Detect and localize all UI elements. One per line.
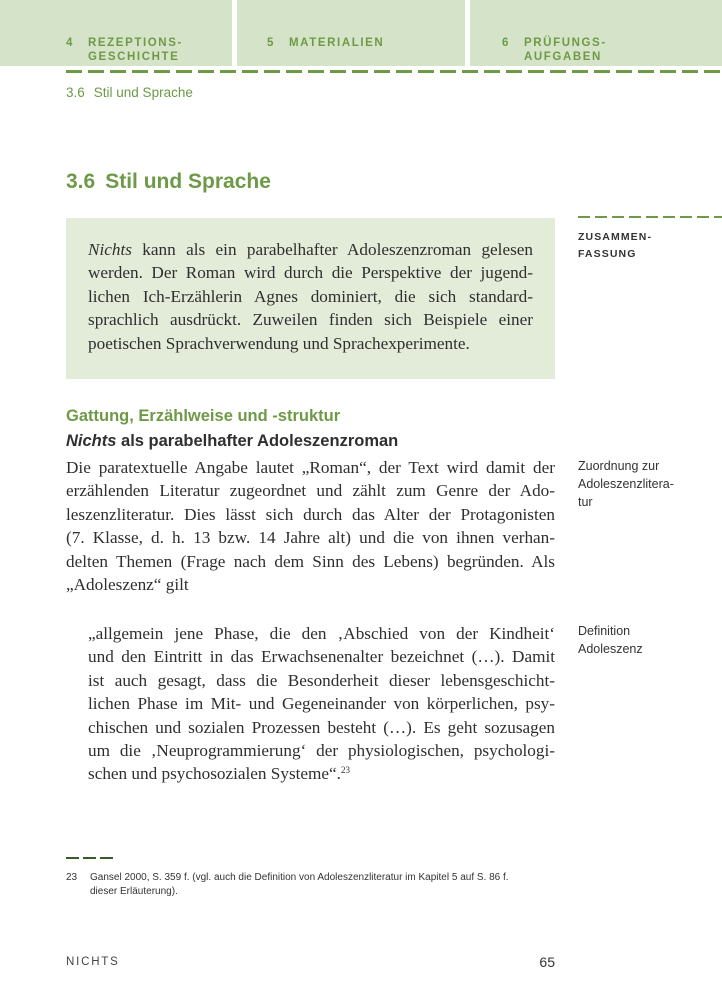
quote-line: „allgemein jene Phase, die den ‚Abschied von der Kindheit‘ [88, 624, 555, 643]
quote-line: und den Eintritt in das Erwachsenenalter bezeichnet (…). Damit [88, 647, 555, 667]
tab-label-line: GESCHICHTE [88, 51, 180, 63]
quote-line: chischen und sozialen Prozessen besteht (…). Es geht sozusagen [88, 717, 555, 737]
footnote-reference[interactable]: 23 [340, 765, 350, 776]
quote-line: ist auch gesagt, dass die Besonderheit dieser lebensgeschicht- [88, 670, 555, 690]
tab-label-line: REZEPTIONS- [88, 37, 183, 49]
summary-box [66, 218, 555, 379]
nav-tab-rezeptionsgeschichte[interactable] [0, 0, 232, 66]
nav-tab-materialien[interactable] [237, 0, 465, 66]
tab-label-line: PRÜFUNGS- [524, 37, 607, 49]
summary-line: sprachlich ausdrückt. Zuweilen finden sich Beispiele einer [88, 310, 533, 330]
tab-label-line: MATERIALIEN [289, 37, 385, 49]
body-paragraph [66, 456, 555, 596]
tab-number: 5 [267, 37, 275, 49]
footnote [66, 871, 546, 899]
tab-number: 6 [502, 37, 510, 49]
footer-book-title: NICHTS [66, 956, 120, 968]
body-line: Die paratextuelle Angabe lautet „Roman“, der Text wird damit der [66, 458, 555, 477]
footnote-number: 23 [66, 872, 78, 883]
footnote-divider [66, 857, 114, 859]
section-title-text: Stil und Sprache [105, 170, 271, 193]
body-line: (7. Klasse, d. h. 13 bzw. 14 Jahre alt) und die von ihnen verhan- [66, 528, 555, 548]
summary-line: werden. Der Roman wird durch die Perspektive der jugend- [88, 263, 533, 283]
header-dashed-divider [66, 70, 722, 73]
summary-line: lichen Ich-Erzählerin Agnes dominiert, die sich standard- [88, 286, 533, 306]
section-number: 3.6 [66, 170, 96, 193]
subsubheading: Nichts als parabelhafter Adoleszenzroman [66, 432, 399, 450]
body-line: delten Themen (Frage nach dem Sinn des Lebens) begründen. Als [66, 551, 555, 571]
summary-text [88, 238, 533, 355]
book-title-italic: Nichts [66, 432, 117, 450]
tab-label [88, 36, 183, 64]
body-line: leszenzliteratur. Dies lässt sich durch das Alter der Protagonisten [66, 504, 555, 524]
tab-label [289, 36, 384, 50]
subheading: Gattung, Erzählweise und -struktur [66, 407, 341, 425]
quote-line: um die ‚Neuprogrammierung‘ der physiologischen, psychologi- [88, 741, 555, 761]
section-title [66, 170, 271, 194]
margin-dashed-divider [578, 216, 722, 218]
running-head-number: 3.6 [66, 85, 85, 100]
margin-note-summary: ZUSAMMEN- FASSUNG [578, 231, 653, 260]
quote-line: lichen Phase im Mit- und Gegeneinander von körperlichen, psy- [88, 694, 555, 714]
running-head [66, 85, 193, 100]
margin-note-classification: Zuordnung zur Adoleszenzlitera- tur [578, 459, 674, 509]
quote-line: schen und psychosozialen Systeme“.$^{23}$ [88, 764, 350, 784]
summary-line: Nichts kann als ein parabelhafter Adoleszenzroman gelesen [88, 240, 533, 259]
body-line: erzählenden Literatur zugeordnet und zählt zum Genre der Ado- [66, 481, 555, 501]
tab-number: 4 [66, 37, 74, 49]
margin-note-definition: Definition Adoleszenz [578, 624, 643, 656]
summary-line: poetischen Sprachverwendung und Sprachexperimente. [88, 333, 470, 353]
block-quote [88, 622, 555, 786]
tab-label-line: AUFGABEN [524, 51, 602, 63]
running-head-title: Stil und Sprache [93, 85, 193, 100]
book-title-italic: Nichts [88, 240, 132, 259]
tab-label [524, 36, 607, 64]
body-line: „Adoleszenz“ gilt [66, 575, 189, 595]
nav-tab-pruefungsaufgaben[interactable] [470, 0, 722, 66]
footnote-text: Gansel 2000, S. 359 f. (vgl. auch die Definition von Adoleszenzliteratur im Kapitel 5 auf S. 86 f. dieser Erläuterung). [90, 872, 509, 897]
page-number: 65 [539, 954, 555, 970]
